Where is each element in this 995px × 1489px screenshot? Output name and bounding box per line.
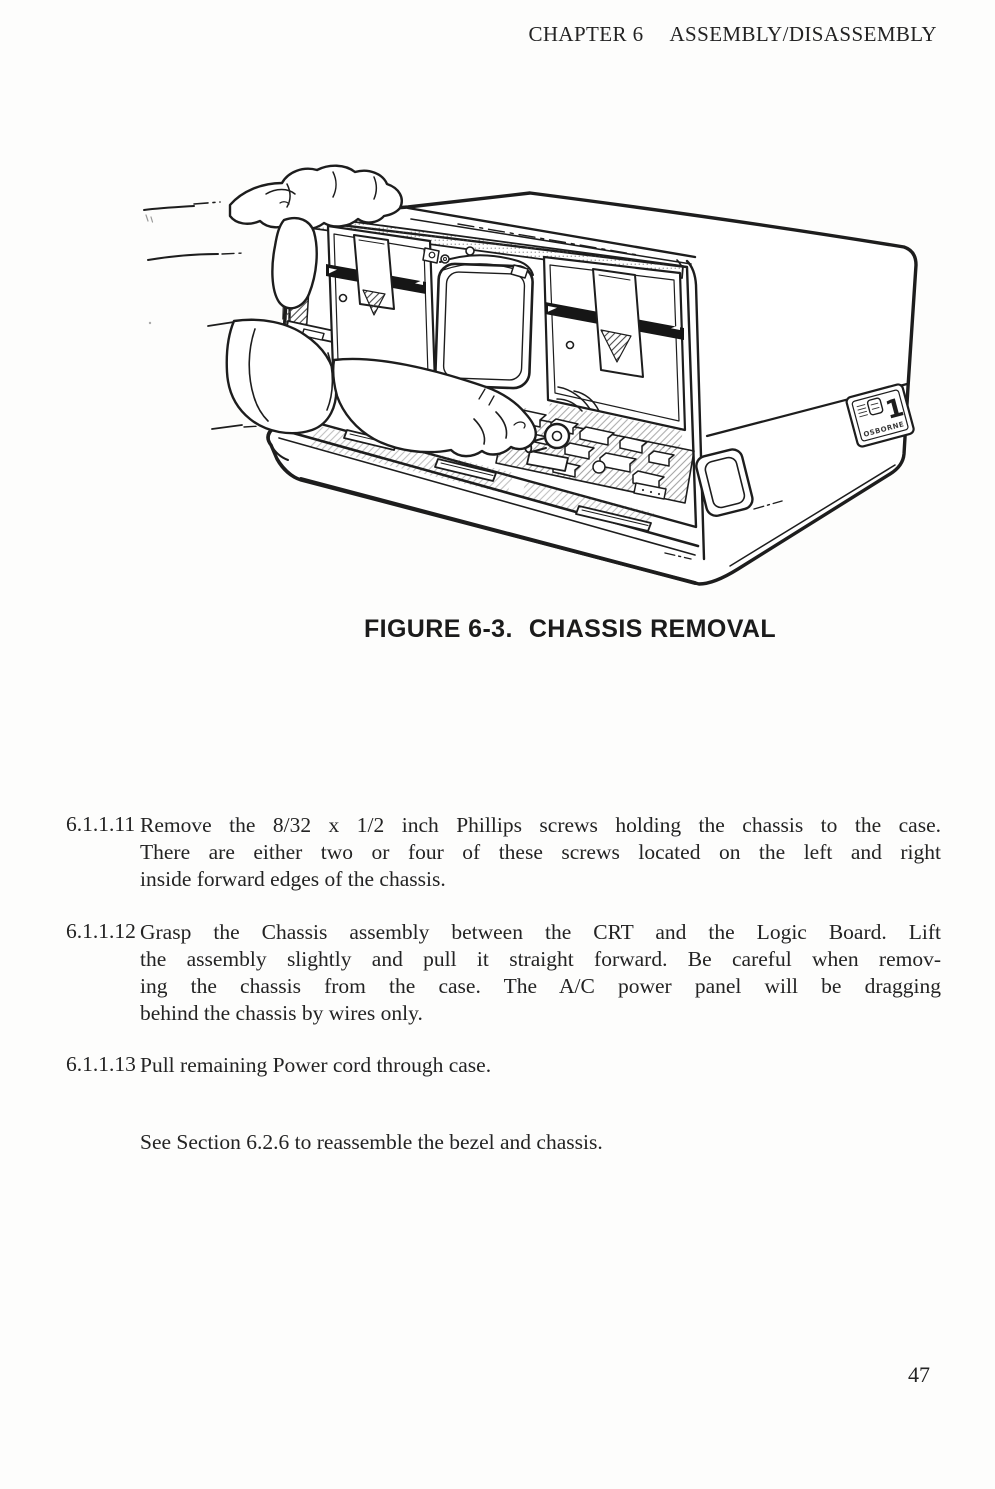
step-number: 6.1.1.11 — [66, 812, 136, 836]
chapter-title: ASSEMBLY/DISASSEMBLY — [669, 22, 937, 46]
figure-caption — [364, 615, 776, 644]
step-text — [140, 812, 941, 893]
step-number: 6.1.1.13 — [66, 1052, 136, 1076]
page-number: 47 — [908, 1362, 930, 1387]
badge-numeral: 1 — [882, 392, 907, 425]
floppy-drive-right — [544, 257, 685, 430]
step-text — [140, 1052, 941, 1079]
figure-caption-title: CHASSIS REMOVAL — [528, 615, 777, 643]
step-line: Remove the 8/32 x 1/2 inch Phillips screws holding the chassis to the case. — [140, 813, 941, 837]
scan-specks — [146, 215, 153, 324]
crt — [435, 263, 533, 388]
step-number: 6.1.1.12 — [66, 919, 136, 943]
step-line: Grasp the Chassis assembly between the CRT and the Logic Board. Lift — [140, 920, 941, 944]
step-text — [140, 919, 941, 1027]
chapter-label: CHAPTER 6 — [528, 22, 644, 46]
figure-caption-label: FIGURE 6-3. — [363, 615, 513, 643]
figure-illustration — [138, 163, 938, 603]
step-line: There are either two or four of these screws located on the left and right — [140, 840, 941, 864]
step-line: ing the chassis from the case. The A/C power panel will be dragging — [140, 974, 941, 998]
step-line: behind the chassis by wires only. — [140, 1001, 423, 1025]
chassis-screw — [466, 247, 474, 255]
procedure-step — [66, 812, 941, 893]
step-line: the assembly slightly and pull it straight forward. Be careful when remov- — [140, 947, 941, 971]
procedure-step — [66, 1052, 941, 1079]
page-header — [528, 22, 937, 47]
step-line: Pull remaining Power cord through case. — [140, 1053, 492, 1077]
procedure-step — [66, 919, 941, 1027]
reassembly-note: See Section 6.2.6 to reassemble the bezel and chassis. — [140, 1130, 603, 1154]
step-line: inside forward edges of the chassis. — [140, 867, 446, 891]
badge-brand: OSBORNE — [862, 420, 906, 439]
figure-6-3 — [138, 163, 938, 603]
